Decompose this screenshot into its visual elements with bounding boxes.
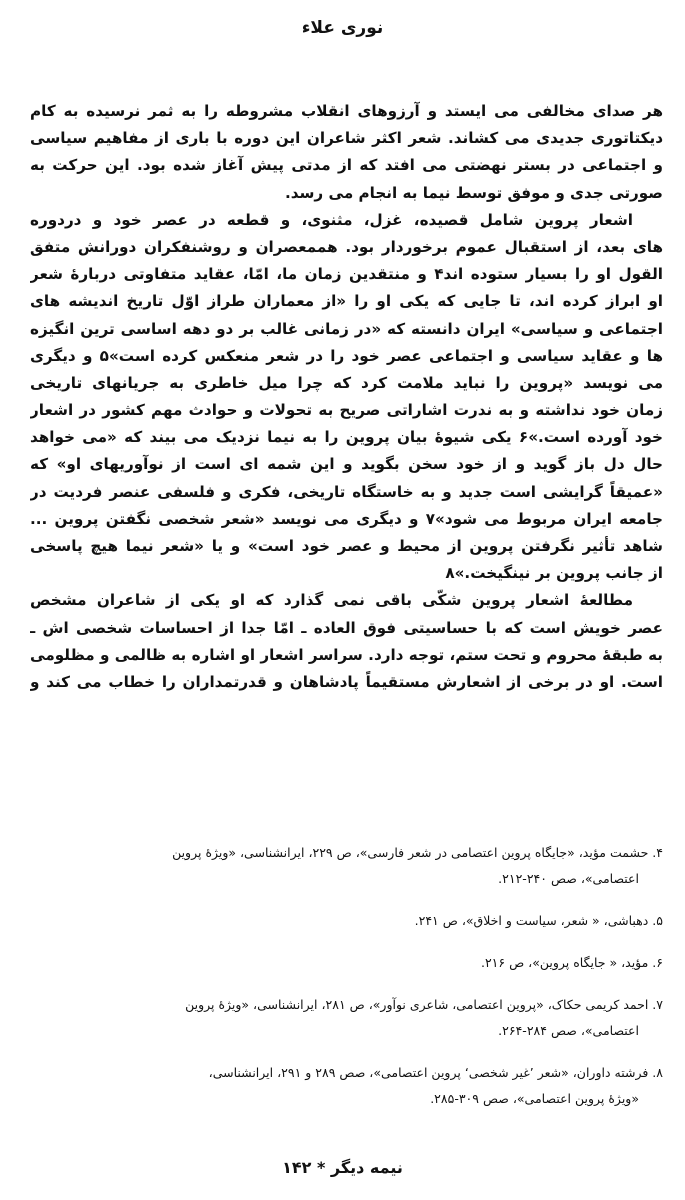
page-folio: نیمه دیگر * ۱۴۲ [282, 1158, 403, 1177]
footnote-line: ۶. مؤید، « جایگاه پروین»، ص ۲۱۶. [480, 955, 663, 970]
running-head: نوری علاء [301, 18, 384, 38]
body-line: «عمیقاً گرایشی است جدید و به خاستگاه تاریخی، فکری و فلسفی عنصر فردیت در [30, 482, 663, 501]
body-line: ها و عقاید سیاسی و اجتماعی عصر خود را در شعر منعکس کرده است»۵ و دیگری [30, 346, 663, 365]
body-line: جامعه ایران مربوط می شود»۷ و دیگری می نویسد «شعر شخصی نگفتن پروین ... [30, 509, 663, 528]
body-line: است. او در برخی از اشعارش مستقیماً پادشاهان و قدرتمداران را خطاب می کند و [30, 672, 663, 691]
footnote-6 [30, 950, 663, 976]
body-line: صورتی جدی و موفق توسط نیما به انجام می رسد. [284, 183, 663, 202]
footnote-line: اعتصامی»، صص ۲۸۴-۲۶۴. [498, 1023, 639, 1038]
footnote-line: ۵. دهباشی، « شعر، سیاست و اخلاق»، ص ۲۴۱. [414, 913, 663, 928]
body-line: حال دل باز گوید و از خود سخن بگوید و این شمه ای است از نوآوریهای او» که [30, 455, 663, 474]
body-line: می نویسد «پروین را نباید ملامت کرد که چرا میل خاطری به جریانهای تاریخی [30, 373, 663, 392]
body-line: زمان خود نداشته و به ندرت اشاراتی صریح به تحولات و حوادث مهم کشور در اشعار [30, 401, 663, 420]
footnote-4 [30, 840, 663, 892]
body-line: اجتماعی و سیاسی» ایران دانسته که «در زمانی غالب بر دو دهه اساسی ترین انگیزه [30, 319, 663, 338]
body-line: مطالعهٔ اشعار پروین شکّی باقی نمی گذارد که او یکی از شاعران مشخص [30, 591, 633, 610]
body-line: القول او را بسیار ستوده اند۴ و منتقدین زمان ما، امّا، عقاید متفاوتی دربارهٔ شعر [30, 265, 663, 284]
footnote-line: ۸. فرشته داوران، «شعر ’غیر شخصی‘ پروین اعتصامی»، صص ۲۸۹ و ۲۹۱، ایرانشناسی، [208, 1065, 663, 1080]
body-line: از جانب پروین بر نینگیخت.»۸ [445, 564, 663, 583]
body-line: هر صدای مخالفی می ایستد و آرزوهای انقلاب مشروطه را به ثمر نرسیده به کام [30, 102, 663, 120]
footnote-8 [30, 1060, 663, 1112]
body-line: و اجتماعی در بستر نهضتی می افتد که از مدتی پیش آغاز شده بود. این حرکت به [30, 156, 663, 175]
body-line: او ابراز کرده اند، تا جایی که یکی او را «از معماران طراز اوّل تاریخ اندیشه های [30, 292, 663, 311]
footnote-line: ۷. احمد کریمی حکاک، «پروین اعتصامی، شاعری نوآور»، ص ۲۸۱، ایرانشناسی، «ویژهٔ پروین [185, 997, 663, 1012]
footnote-line: اعتصامی»، صص ۲۴۰-۲۱۲. [498, 871, 639, 886]
footnote-5 [30, 908, 663, 934]
footnotes [30, 840, 663, 1128]
body-line: خود آورده است.»۶ یکی شیوهٔ بیان پروین را به نیما نزدیک می بیند که «می خواهد [30, 428, 663, 447]
body-line: های بعد، از استقبال عموم برخوردار بود. هممعصران و روشنفکران دورانش متفق [30, 237, 663, 256]
footnote-line: ۴. حشمت مؤید، «جایگاه پروین اعتصامی در شعر فارسی»، ص ۲۲۹، ایرانشناسی، «ویژهٔ پروین [172, 845, 663, 860]
body-line: به طبقهٔ محروم و تحت ستم، توجه دارد. سراسر اشعار او اشاره به ظالمی و مظلومی [30, 645, 663, 664]
footnote-7 [30, 992, 663, 1044]
body-text [30, 98, 663, 696]
body-line: اشعار پروین شامل قصیده، غزل، مثنوی، و قطعه در عصر خود و دردوره [30, 210, 633, 229]
body-line: شاهد تأثیر نگرفتن پروین از محیط و عصر خود است» و یا «شعر نیما هیچ پاسخی [30, 537, 663, 555]
body-line: عصر خویش است که با حساسیتی فوق العاده ـ امّا جدا از احساسات شخصی اش ـ [30, 618, 663, 637]
body-line: دیکتاتوری جدیدی می کشاند. شعر اکثر شاعران این دوره با باری از مفاهیم سیاسی [30, 129, 663, 148]
footnote-line: «ویژهٔ پروین اعتصامی»، صص ۳۰۹-۲۸۵. [430, 1091, 639, 1106]
